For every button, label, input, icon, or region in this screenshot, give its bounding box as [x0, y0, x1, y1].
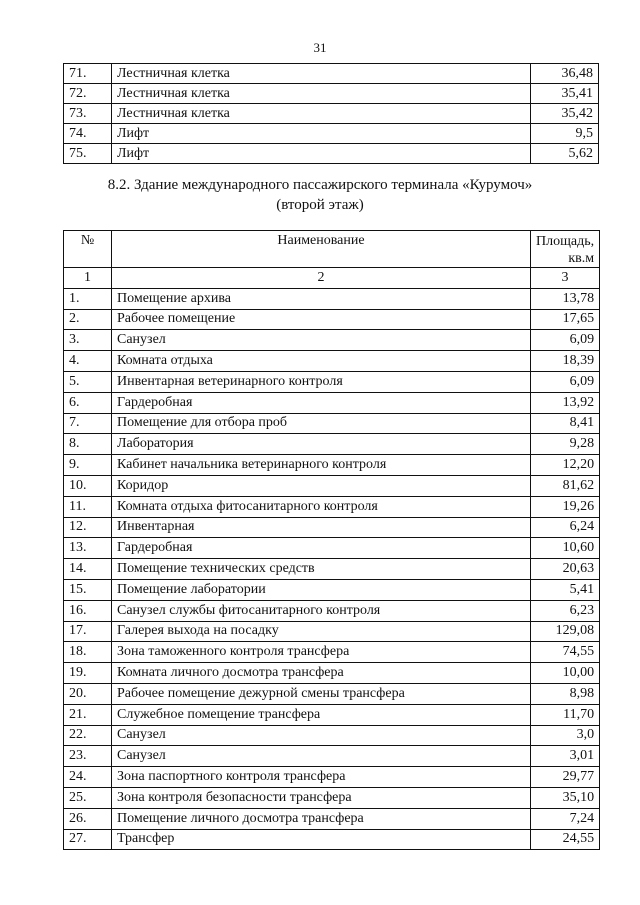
room-area: 9,28 [531, 434, 600, 455]
room-number: 7. [64, 413, 112, 434]
room-number: 25. [64, 787, 112, 808]
room-name: Зона паспортного контроля трансфера [112, 767, 531, 788]
table-row [64, 517, 600, 538]
page-number: 31 [313, 40, 327, 55]
room-area: 9,5 [531, 124, 599, 144]
section-heading [0, 175, 640, 215]
room-number: 12. [64, 517, 112, 538]
table-row [64, 434, 600, 455]
table-row [64, 371, 600, 392]
room-area: 20,63 [531, 559, 600, 580]
header-area-line1: Площадь, [536, 234, 595, 249]
room-number: 1. [64, 288, 112, 309]
room-name: Помещение личного досмотра трансфера [112, 808, 531, 829]
room-number: 2. [64, 309, 112, 330]
room-name: Помещение архива [112, 288, 531, 309]
room-name: Зона контроля безопасности трансфера [112, 787, 531, 808]
table-row [64, 84, 599, 104]
continuation-table [63, 63, 599, 164]
room-area: 29,77 [531, 767, 600, 788]
room-name: Комната отдыха [112, 351, 531, 372]
room-area: 6,09 [531, 330, 600, 351]
room-number: 27. [64, 829, 112, 850]
table-row [64, 746, 600, 767]
header-number: № [64, 231, 112, 268]
room-area: 35,10 [531, 787, 600, 808]
room-number: 23. [64, 746, 112, 767]
room-number: 16. [64, 600, 112, 621]
room-name: Зона таможенного контроля трансфера [112, 642, 531, 663]
room-name: Комната личного досмотра трансфера [112, 663, 531, 684]
room-number: 14. [64, 559, 112, 580]
room-area: 36,48 [531, 64, 599, 84]
room-name: Гардеробная [112, 538, 531, 559]
table-row [64, 392, 600, 413]
room-number: 21. [64, 704, 112, 725]
header-area [531, 231, 600, 268]
room-number: 75. [64, 144, 112, 164]
room-area: 5,62 [531, 144, 599, 164]
room-number: 4. [64, 351, 112, 372]
room-number: 17. [64, 621, 112, 642]
room-number: 8. [64, 434, 112, 455]
room-name: Лифт [112, 124, 531, 144]
table-row [64, 683, 600, 704]
table-row [64, 309, 600, 330]
table-row [64, 288, 600, 309]
table-row [64, 559, 600, 580]
room-area: 13,78 [531, 288, 600, 309]
table-row [64, 829, 600, 850]
room-area: 6,09 [531, 371, 600, 392]
room-number: 72. [64, 84, 112, 104]
section-title: 8.2. Здание международного пассажирского терминала «Курумоч» [107, 177, 533, 193]
room-name: Рабочее помещение дежурной смены трансфера [112, 683, 531, 704]
table-row [64, 808, 600, 829]
table-row [64, 663, 600, 684]
room-name: Лестничная клетка [112, 64, 531, 84]
room-number: 19. [64, 663, 112, 684]
room-area: 19,26 [531, 496, 600, 517]
room-number: 13. [64, 538, 112, 559]
room-area: 8,98 [531, 683, 600, 704]
room-area: 13,92 [531, 392, 600, 413]
room-area: 18,39 [531, 351, 600, 372]
room-number: 26. [64, 808, 112, 829]
room-area: 74,55 [531, 642, 600, 663]
room-number: 18. [64, 642, 112, 663]
room-area: 129,08 [531, 621, 600, 642]
room-number: 9. [64, 455, 112, 476]
room-number: 22. [64, 725, 112, 746]
room-number: 74. [64, 124, 112, 144]
table-row [64, 600, 600, 621]
table-row [64, 621, 600, 642]
room-name: Санузел службы фитосанитарного контроля [112, 600, 531, 621]
room-area: 35,42 [531, 104, 599, 124]
table-row [64, 642, 600, 663]
column-index-1: 1 [64, 268, 112, 289]
room-name: Рабочее помещение [112, 309, 531, 330]
room-area: 24,55 [531, 829, 600, 850]
column-index-3: 3 [531, 268, 600, 289]
room-number: 3. [64, 330, 112, 351]
room-name: Помещение для отбора проб [112, 413, 531, 434]
room-name: Комната отдыха фитосанитарного контроля [112, 496, 531, 517]
room-area: 3,0 [531, 725, 600, 746]
room-area: 6,23 [531, 600, 600, 621]
room-name: Трансфер [112, 829, 531, 850]
room-name: Лестничная клетка [112, 104, 531, 124]
room-area: 10,00 [531, 663, 600, 684]
table-row [64, 330, 600, 351]
room-name: Помещение лаборатории [112, 579, 531, 600]
room-area: 5,41 [531, 579, 600, 600]
room-area: 10,60 [531, 538, 600, 559]
table-row [64, 144, 599, 164]
table-row [64, 496, 600, 517]
room-area: 81,62 [531, 475, 600, 496]
room-name: Коридор [112, 475, 531, 496]
room-name: Инвентарная [112, 517, 531, 538]
room-name: Кабинет начальника ветеринарного контроля [112, 455, 531, 476]
room-name: Гардеробная [112, 392, 531, 413]
room-number: 6. [64, 392, 112, 413]
table-row [64, 767, 600, 788]
header-area-line2: кв.м [568, 251, 595, 266]
room-area: 12,20 [531, 455, 600, 476]
room-name: Лифт [112, 144, 531, 164]
room-area: 7,24 [531, 808, 600, 829]
continuation-table-body [64, 64, 599, 164]
header-name: Наименование [112, 231, 531, 268]
rooms-table-body [64, 288, 600, 850]
room-area: 8,41 [531, 413, 600, 434]
header-row [64, 231, 600, 268]
room-name: Санузел [112, 330, 531, 351]
room-number: 5. [64, 371, 112, 392]
table-row [64, 104, 599, 124]
table-row [64, 538, 600, 559]
table-row [64, 124, 599, 144]
room-name: Лестничная клетка [112, 84, 531, 104]
room-name: Лаборатория [112, 434, 531, 455]
room-area: 35,41 [531, 84, 599, 104]
room-area: 3,01 [531, 746, 600, 767]
room-number: 11. [64, 496, 112, 517]
table-row [64, 787, 600, 808]
room-number: 71. [64, 64, 112, 84]
room-name: Служебное помещение трансфера [112, 704, 531, 725]
table-row [64, 413, 600, 434]
table-row [64, 455, 600, 476]
room-area: 6,24 [531, 517, 600, 538]
room-name: Галерея выхода на посадку [112, 621, 531, 642]
table-row [64, 351, 600, 372]
room-area: 11,70 [531, 704, 600, 725]
rooms-table [63, 230, 600, 850]
room-number: 15. [64, 579, 112, 600]
column-index-row [64, 268, 600, 289]
room-name: Инвентарная ветеринарного контроля [112, 371, 531, 392]
room-name: Помещение технических средств [112, 559, 531, 580]
room-name: Санузел [112, 746, 531, 767]
section-subtitle: (второй этаж) [276, 197, 364, 213]
room-name: Санузел [112, 725, 531, 746]
table-row [64, 475, 600, 496]
room-number: 20. [64, 683, 112, 704]
room-number: 73. [64, 104, 112, 124]
column-index-2: 2 [112, 268, 531, 289]
table-row [64, 704, 600, 725]
table-row [64, 579, 600, 600]
room-area: 17,65 [531, 309, 600, 330]
room-number: 10. [64, 475, 112, 496]
table-row [64, 725, 600, 746]
table-row [64, 64, 599, 84]
room-number: 24. [64, 767, 112, 788]
